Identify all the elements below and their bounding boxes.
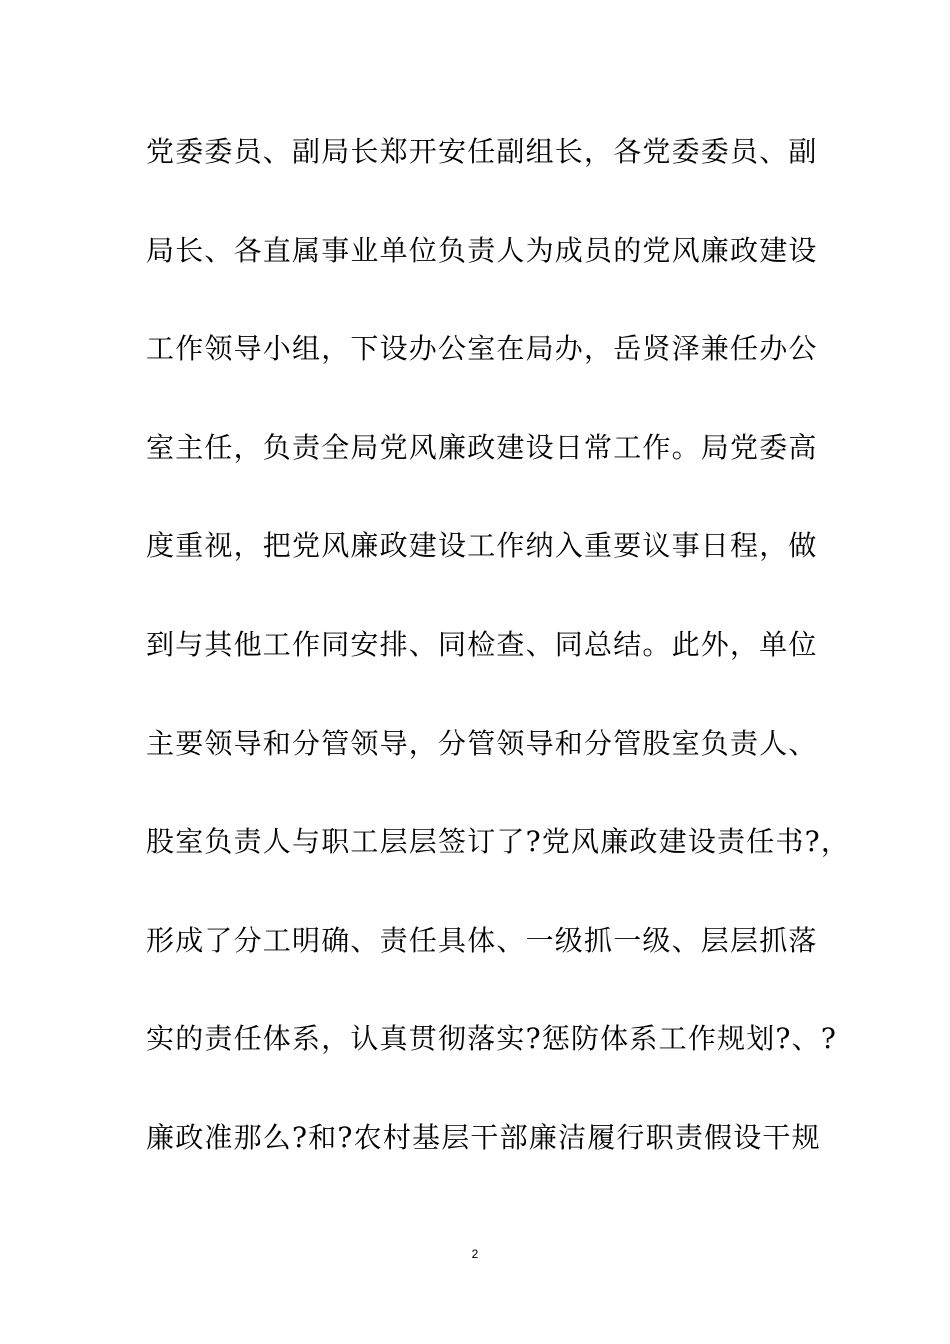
text-line-3: 工作领导小组，下设办公室在局办，岳贤泽兼任办公 xyxy=(146,332,818,366)
text-line-7: 主要领导和分管领导，分管领导和分管股室负责人、 xyxy=(146,726,818,760)
text-line-6: 到与其他工作同安排、同检查、同总结。此外，单位 xyxy=(146,627,818,661)
text-line-10: 实的责任体系，认真贯彻落实?惩防体系工作规划?、? xyxy=(146,1022,838,1056)
text-line-9: 形成了分工明确、责任具体、一级抓一级、层层抓落 xyxy=(146,923,818,957)
body-text xyxy=(146,127,851,1212)
text-line-4: 室主任，负责全局党风廉政建设日常工作。局党委高 xyxy=(146,430,818,464)
text-line-5: 度重视，把党风廉政建设工作纳入重要议事日程，做 xyxy=(146,529,818,563)
text-line-8: 股室负责人与职工层层签订了?党风廉政建设责任书?， xyxy=(146,825,851,859)
text-line-11: 廉政准那么?和?农村基层干部廉洁履行职责假设干规 xyxy=(146,1120,821,1154)
page-number: 2 xyxy=(471,1247,479,1261)
text-line-1: 党委委员、副局长郑开安任副组长，各党委委员、副 xyxy=(146,135,818,168)
text-line-2: 局长、各直属事业单位负责人为成员的党风廉政建设 xyxy=(146,233,818,267)
